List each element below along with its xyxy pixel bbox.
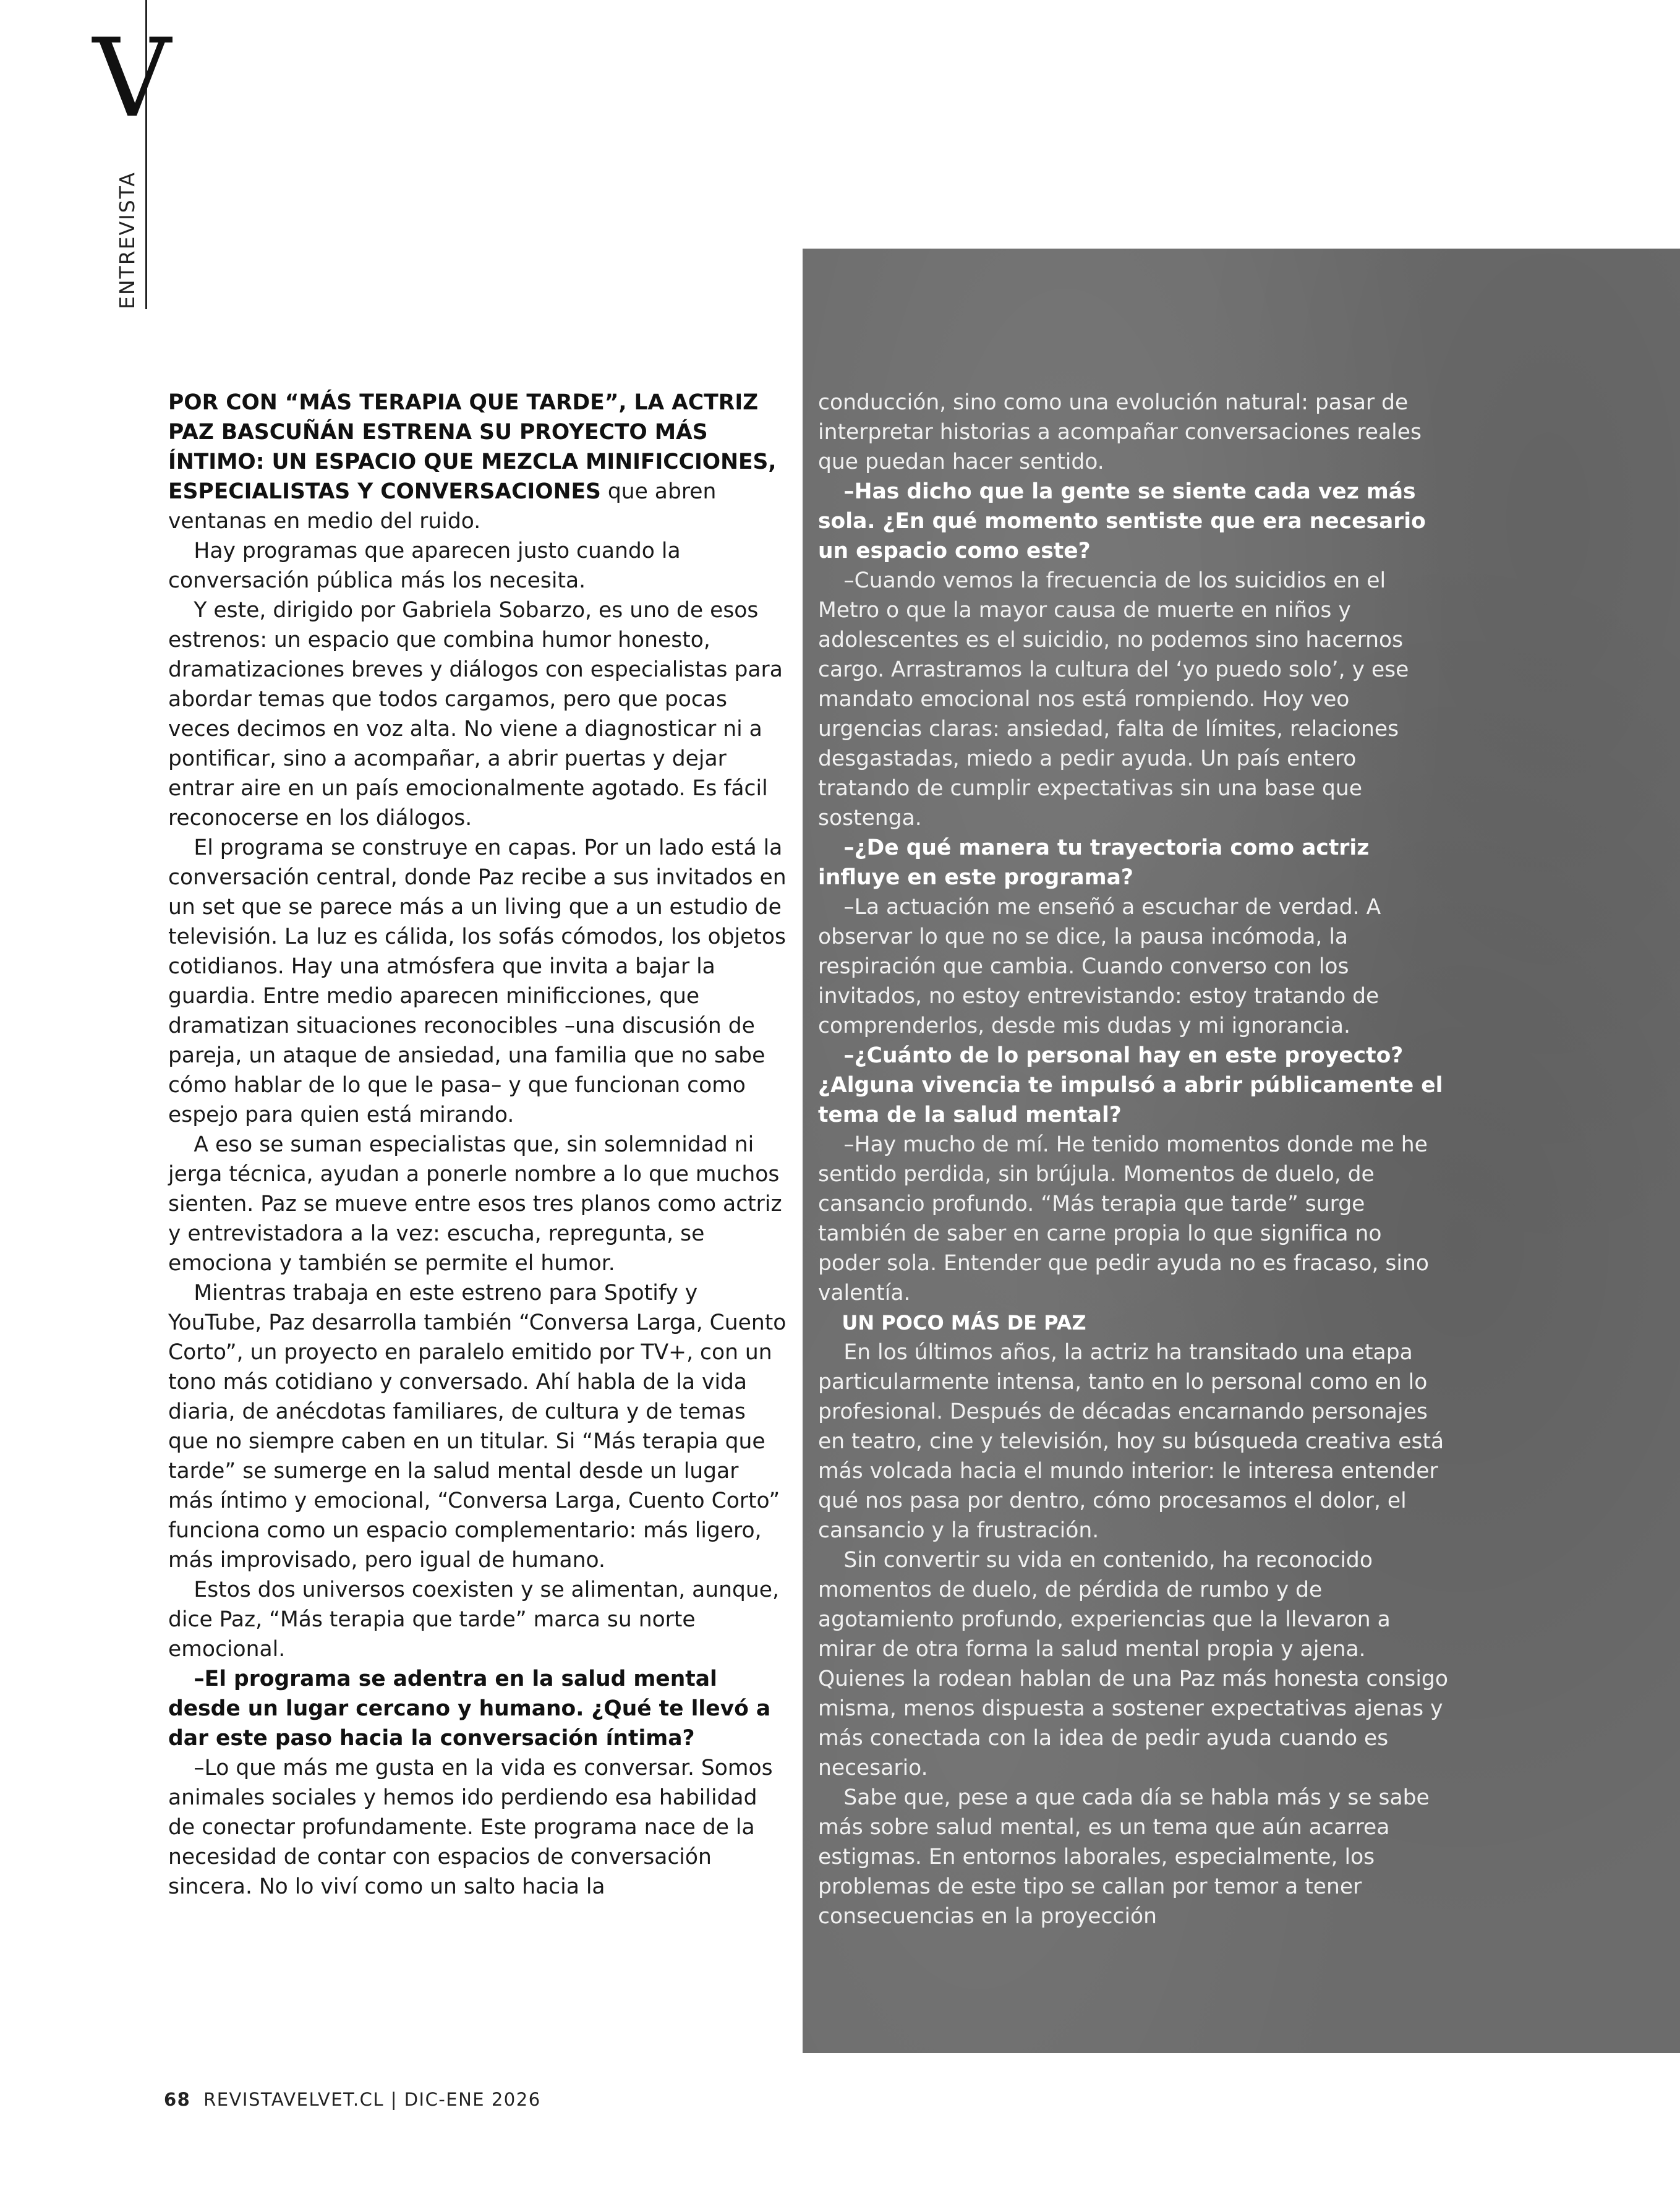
paragraph: Y este, dirigido por Gabriela Sobarzo, es uno de esos estrenos: un espacio que combina humor honesto, dramatizaciones breves y diálogos con especialistas para abordar temas que todos cargamos, pero que pocas veces decimos en voz alta. No viene a diagnosticar ni a pontificar, sino a acompañar, a abrir puertas y dejar entrar aire en un país emocionalmente agotado. Es fácil reconocerse en los diálogos. xyxy=(168,598,783,831)
interview-question: –Has dicho que la gente se siente cada vez más sola. ¿En qué momento sentiste que era necesario un espacio como este? xyxy=(818,479,1426,563)
publication-info: REVISTAVELVET.CL | DIC-ENE 2026 xyxy=(203,2089,541,2110)
lead-paragraph xyxy=(168,388,787,536)
interview-question: –El programa se adentra en la salud mental desde un lugar cercano y humano. ¿Qué te llevó a dar este paso hacia la conversación íntima? xyxy=(168,1667,771,1751)
lead-bold: POR CON “MÁS TERAPIA QUE TARDE”, LA ACTRIZ PAZ BASCUÑÁN ESTRENA SU PROYECTO MÁS ÍNTIMO: UN ESPACIO QUE MEZCLA MINIFICCIONES, ESPECIALISTAS Y CONVERSACIONES xyxy=(168,390,777,504)
paragraph: Sabe que, pese a que cada día se habla más y se sabe más sobre salud mental, es un tema que aún acarrea estigmas. En entornos laborales, especialmente, los problemas de este tipo se callan por temor a tener consecuencias en la proyección xyxy=(818,1785,1430,1929)
paragraph: Sin convertir su vida en contenido, ha reconocido momentos de duelo, de pérdida de rumbo y de agotamiento profundo, experiencias que la llevaron a mirar de otra forma la salud mental propia y ajena. Quienes la rodean hablan de una Paz más honesta consigo misma, menos dispuesta a sostener expectativas ajenas y más conectada con la idea de pedir ayuda cuando es necesario. xyxy=(818,1548,1448,1780)
interview-answer: –Cuando vemos la frecuencia de los suicidios en el Metro o que la mayor causa de muerte en niños y adolescentes es el suicidio, no podemos sino hacernos cargo. Arrastramos la cultura del ‘yo puedo solo’, y ese mandato emocional nos está rompiendo. Hoy veo urgencias claras: ansiedad, falta de límites, relaciones desgastadas, miedo a pedir ayuda. Un país entero tratando de cumplir expectativas sin una base que sostenga. xyxy=(818,568,1409,831)
paragraph: Estos dos universos coexisten y se alimentan, aunque, dice Paz, “Más terapia que tarde” marca su norte emocional. xyxy=(168,1578,779,1662)
page-number: 68 xyxy=(164,2089,191,2110)
paragraph: A eso se suman especialistas que, sin solemnidad ni jerga técnica, ayudan a ponerle nombre a lo que muchos sienten. Paz se mueve entre esos tres planos como actriz y entrevistadora a la vez: escucha, repregunta, se emociona y también se permite el humor. xyxy=(168,1132,782,1276)
interview-question: –¿Cuánto de lo personal hay en este proyecto? ¿Alguna vivencia te impulsó a abrir públicamente el tema de la salud mental? xyxy=(818,1043,1443,1127)
section-label: ENTREVISTA xyxy=(115,171,139,309)
interview-answer: –La actuación me enseñó a escuchar de verdad. A observar lo que no se dice, la pausa incómoda, la respiración que cambia. Cuando converso con los invitados, no estoy entrevistando: estoy tratando de comprenderlos, desde mis dudas y mi ignorancia. xyxy=(818,895,1381,1038)
article-column-right xyxy=(818,388,1449,1931)
section-subhead: UN POCO MÁS DE PAZ xyxy=(842,1311,1086,1335)
paragraph: El programa se construye en capas. Por un lado está la conversación central, donde Paz recibe a sus invitados en un set que se parece más a un living que a un estudio de televisión. La luz es cálida, los sofás cómodos, los objetos cotidianos. Hay una atmósfera que invita a bajar la guardia. Entre medio aparecen minificciones, que dramatizan situaciones reconocibles –una discusión de pareja, un ataque de ansiedad, una familia que no sabe cómo hablar de lo que le pasa– y que funcionan como espejo para quien está mirando. xyxy=(168,835,787,1127)
velvet-logo: V xyxy=(93,16,171,142)
interview-answer-continued: conducción, sino como una evolución natural: pasar de interpretar historias a acompañar conversaciones reales que puedan hacer sentido. xyxy=(818,390,1422,474)
lead-rest: que abren ventanas en medio del ruido. xyxy=(168,479,717,534)
interview-answer: –Lo que más me gusta en la vida es conversar. Somos animales sociales y hemos ido perdiendo esa habilidad de conectar profundamente. Este programa nace de la necesidad de contar con espacios de conversación sincera. No lo viví como un salto hacia la xyxy=(168,1756,773,1899)
interview-question: –¿De qué manera tu trayectoria como actriz influye en este programa? xyxy=(818,835,1370,890)
paragraph: En los últimos años, la actriz ha transitado una etapa particularmente intensa, tanto en lo personal como en lo profesional. Después de décadas encarnando personajes en teatro, cine y televisión, hoy su búsqueda creativa está más volcada hacia el mundo interior: le interesa entender qué nos pasa por dentro, cómo procesamos el dolor, el cansancio y la frustración. xyxy=(818,1340,1444,1543)
page-footer xyxy=(164,2089,541,2110)
interview-answer: –Hay mucho de mí. He tenido momentos donde me he sentido perdida, sin brújula. Momentos de duelo, de cansancio profundo. “Más terapia que tarde” surge también de saber en carne propia lo que significa no poder sola. Entender que pedir ayuda no es fracaso, sino valentía. xyxy=(818,1132,1429,1305)
paragraph: Mientras trabaja en este estreno para Spotify y YouTube, Paz desarrolla también “Conversa Larga, Cuento Corto”, un proyecto en paralelo emitido por TV+, con un tono más cotidiano y conversado. Ahí habla de la vida diaria, de anécdotas familiares, de cultura y de temas que no siempre caben en un titular. Si “Más terapia que tarde” se sumerge en la salud mental desde un lugar más íntimo y emocional, “Conversa Larga, Cuento Corto” funciona como un espacio complementario: más ligero, más improvisado, pero igual de humano. xyxy=(168,1281,787,1573)
article-column-left xyxy=(168,388,787,1902)
paragraph: Hay programas que aparecen justo cuando la conversación pública más los necesita. xyxy=(168,539,681,593)
